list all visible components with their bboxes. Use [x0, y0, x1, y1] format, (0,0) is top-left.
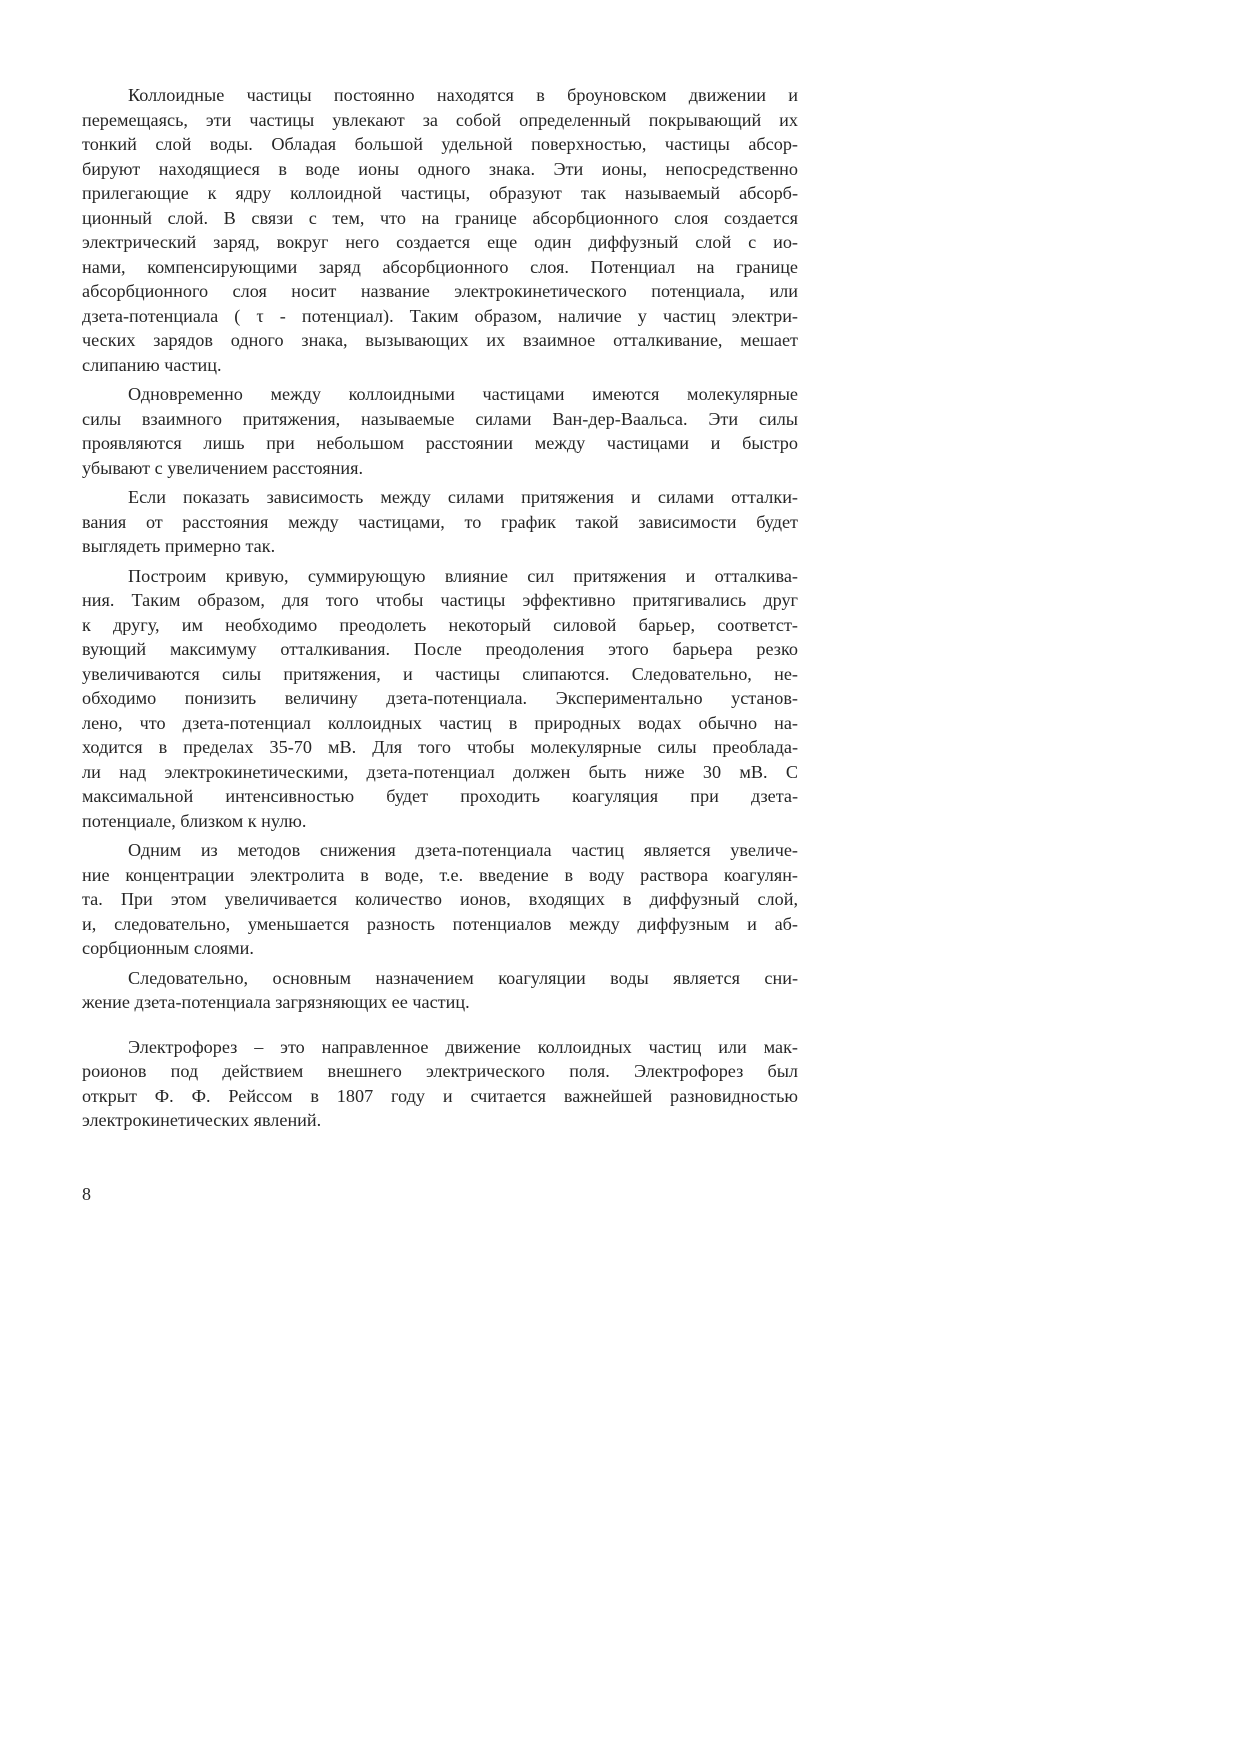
text-line: силы взаимного притяжения, называемые силами Ван-дер-Ваальса. Эти силы — [82, 408, 798, 429]
text-line: тонкий слой воды. Обладая большой удельной поверхностью, частицы абсор- — [82, 134, 798, 154]
text-line: роионов под действием внешнего электрического поля. Электрофорез был — [82, 1061, 798, 1081]
paragraph-electrophoresis — [82, 1035, 798, 1133]
text-line: вующий максимуму отталкивания. После преодоления этого барьера резко — [82, 639, 798, 659]
text-line: Электрофорез – это направленное движение коллоидных частиц или мак- — [128, 1036, 798, 1057]
text-line: потенциале, близком к нулю. — [82, 810, 307, 831]
text-line: ли над электрокинетическими, дзета-потенциал должен быть ниже 30 мВ. С — [82, 761, 798, 782]
paragraph-van-der-waals — [82, 382, 798, 480]
text-line: убывают с увеличением расстояния. — [82, 457, 363, 478]
paragraph-force-graph — [82, 485, 798, 559]
text-line: прилегающие к ядру коллоидной частицы, образуют так называемый абсорб- — [82, 183, 798, 203]
text-line: обходимо понизить величину дзета-потенциала. Экспериментально установ- — [82, 688, 798, 708]
text-line: лено, что дзета-потенциал коллоидных частиц в природных водах обычно на- — [82, 712, 798, 733]
text-line: дзета-потенциала ( τ - потенциал). Таким образом, наличие у частиц электри- — [82, 305, 798, 326]
body-text — [82, 83, 798, 1138]
text-line: к другу, им необходимо преодолеть некоторый силовой барьер, соответст- — [82, 614, 798, 635]
page-number: 8 — [82, 1184, 91, 1204]
text-line: сорбционным слоями. — [82, 938, 254, 958]
text-line: бируют находящиеся в воде ионы одного знака. Эти ионы, непосредственно — [82, 158, 798, 179]
text-line: перемещаясь, эти частицы увлекают за собой определенный покрывающий их — [82, 109, 798, 130]
paragraph-colloidal-particles — [82, 83, 798, 377]
text-line: ческих зарядов одного знака, вызывающих их взаимное отталкивание, мешает — [82, 330, 798, 350]
paragraph-electrolyte-concentration — [82, 838, 798, 961]
text-line: абсорбционного слоя носит название электрокинетического потенциала, или — [82, 281, 798, 301]
text-line: вания от расстояния между частицами, то график такой зависимости будет — [82, 511, 798, 532]
text-line: электрокинетических явлений. — [82, 1110, 322, 1130]
text-line: увеличиваются силы притяжения, и частицы слипаются. Следовательно, не- — [82, 663, 798, 684]
text-line: открыт Ф. Ф. Рейссом в 1807 году и считается важнейшей разновидностью — [82, 1085, 798, 1106]
text-line: Одновременно между коллоидными частицами имеются молекулярные — [128, 384, 798, 404]
text-line: жение дзета-потенциала загрязняющих ее частиц. — [82, 992, 470, 1012]
text-line: Если показать зависимость между силами притяжения и силами отталки- — [128, 487, 798, 507]
text-line: ния. Таким образом, для того чтобы частицы эффективно притягивались друг — [82, 590, 798, 610]
text-line: ние концентрации электролита в воде, т.е. введение в воду раствора коагулян- — [82, 864, 798, 885]
text-line: нами, компенсирующими заряд абсорбционного слоя. Потенциал на границе — [82, 256, 798, 277]
text-line: электрический заряд, вокруг него создается еще один диффузный слой с ио- — [82, 232, 798, 252]
text-line: максимальной интенсивностью будет проходить коагуляция при дзета- — [82, 786, 798, 806]
text-line: и, следовательно, уменьшается разность потенциалов между диффузным и аб- — [82, 913, 798, 934]
text-line: выглядеть примерно так. — [82, 536, 276, 556]
text-line: проявляются лишь при небольшом расстоянии между частицами и быстро — [82, 433, 798, 453]
text-line: Одним из методов снижения дзета-потенциала частиц является увеличе- — [128, 840, 798, 860]
text-line: ходится в пределах 35-70 мВ. Для того чтобы молекулярные силы преоблада- — [82, 737, 798, 757]
text-line: слипанию частиц. — [82, 354, 222, 375]
paragraph-coagulation-purpose — [82, 966, 798, 1015]
paragraph-summary-curve — [82, 564, 798, 834]
text-line: Коллоидные частицы постоянно находятся в броуновском движении и — [128, 85, 798, 105]
text-line: ционный слой. В связи с тем, что на границе абсорбционного слоя создается — [82, 207, 798, 228]
text-line: Следовательно, основным назначением коагуляции воды является сни- — [128, 967, 798, 988]
text-line: Построим кривую, суммирующую влияние сил притяжения и отталкива- — [128, 565, 798, 586]
text-line: та. При этом увеличивается количество ионов, входящих в диффузный слой, — [82, 889, 798, 909]
